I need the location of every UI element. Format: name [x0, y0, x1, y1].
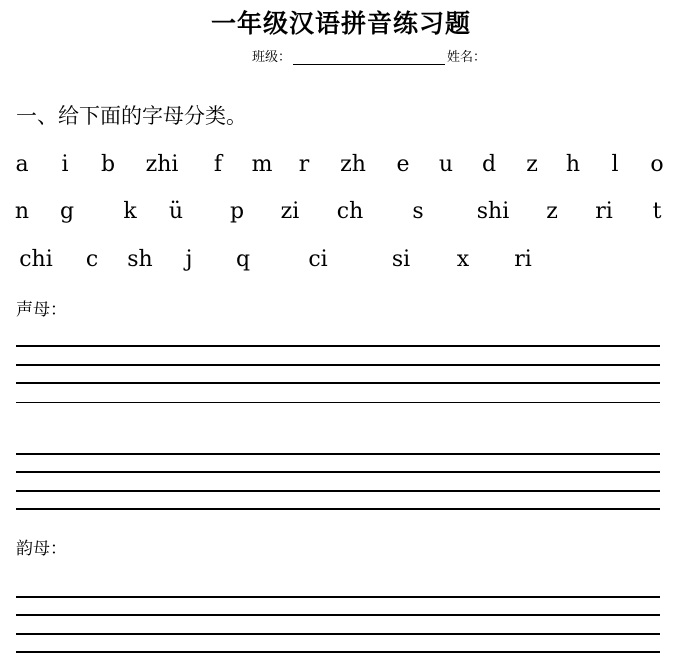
writing-line [16, 596, 660, 598]
writing-line [16, 364, 660, 366]
pinyin-letter: a [15, 152, 29, 177]
pinyin-letter: b [100, 152, 116, 177]
pinyin-letter: g [59, 199, 75, 224]
writing-line [16, 382, 660, 384]
pinyin-letter: c [85, 247, 99, 272]
writing-line [16, 614, 660, 616]
pinyin-letter: t [652, 199, 662, 224]
yunmu-label: 韵母： [16, 539, 67, 559]
shengmu-label: 声母： [16, 300, 67, 320]
pinyin-letter: ri [595, 199, 613, 224]
pinyin-row-3 [0, 247, 682, 277]
pinyin-letter: f [213, 152, 223, 177]
pinyin-letter: z [526, 152, 538, 177]
pinyin-letter: j [185, 247, 193, 272]
pinyin-letter: k [123, 199, 137, 224]
writing-line [16, 345, 660, 347]
pinyin-letter: q [235, 247, 251, 272]
writing-line [16, 508, 660, 510]
pinyin-letter: ü [168, 199, 184, 224]
pinyin-letter: h [565, 152, 581, 177]
pinyin-letter: s [412, 199, 424, 224]
pinyin-letter: n [14, 199, 30, 224]
pinyin-letter: zhi [145, 152, 179, 177]
name-label: 姓名： [447, 50, 487, 65]
pinyin-letter: ri [514, 247, 532, 272]
pinyin-letter: m [251, 152, 273, 177]
pinyin-letter: si [391, 247, 411, 272]
class-blank[interactable] [293, 48, 445, 65]
writing-line [16, 651, 660, 653]
section-heading: 一、给下面的字母分类。 [16, 104, 247, 128]
pinyin-letter: x [456, 247, 470, 272]
pinyin-letter: e [396, 152, 410, 177]
pinyin-letter: shi [476, 199, 510, 224]
pinyin-letter: chi [19, 247, 53, 272]
pinyin-row-2 [0, 199, 682, 229]
pinyin-letter: zh [340, 152, 366, 177]
writing-line [16, 633, 660, 635]
pinyin-letter: l [611, 152, 619, 177]
pinyin-letter: d [481, 152, 497, 177]
pinyin-letter: i [61, 152, 69, 177]
pinyin-letter: r [298, 152, 310, 177]
pinyin-letter: ci [308, 247, 328, 272]
class-label: 班级： [252, 50, 292, 65]
pinyin-letter: u [438, 152, 454, 177]
writing-line [16, 402, 660, 403]
pinyin-letter: sh [127, 247, 153, 272]
worksheet-title: 一年级汉语拼音练习题 [210, 9, 471, 38]
writing-line [16, 471, 660, 473]
pinyin-letter: z [546, 199, 558, 224]
writing-line [16, 453, 660, 455]
pinyin-letter: p [229, 199, 245, 224]
pinyin-letter: zi [280, 199, 300, 224]
pinyin-letter: o [650, 152, 664, 177]
pinyin-letter: ch [336, 199, 364, 224]
student-info [252, 46, 486, 65]
writing-line [16, 490, 660, 492]
pinyin-row-1 [0, 152, 682, 182]
